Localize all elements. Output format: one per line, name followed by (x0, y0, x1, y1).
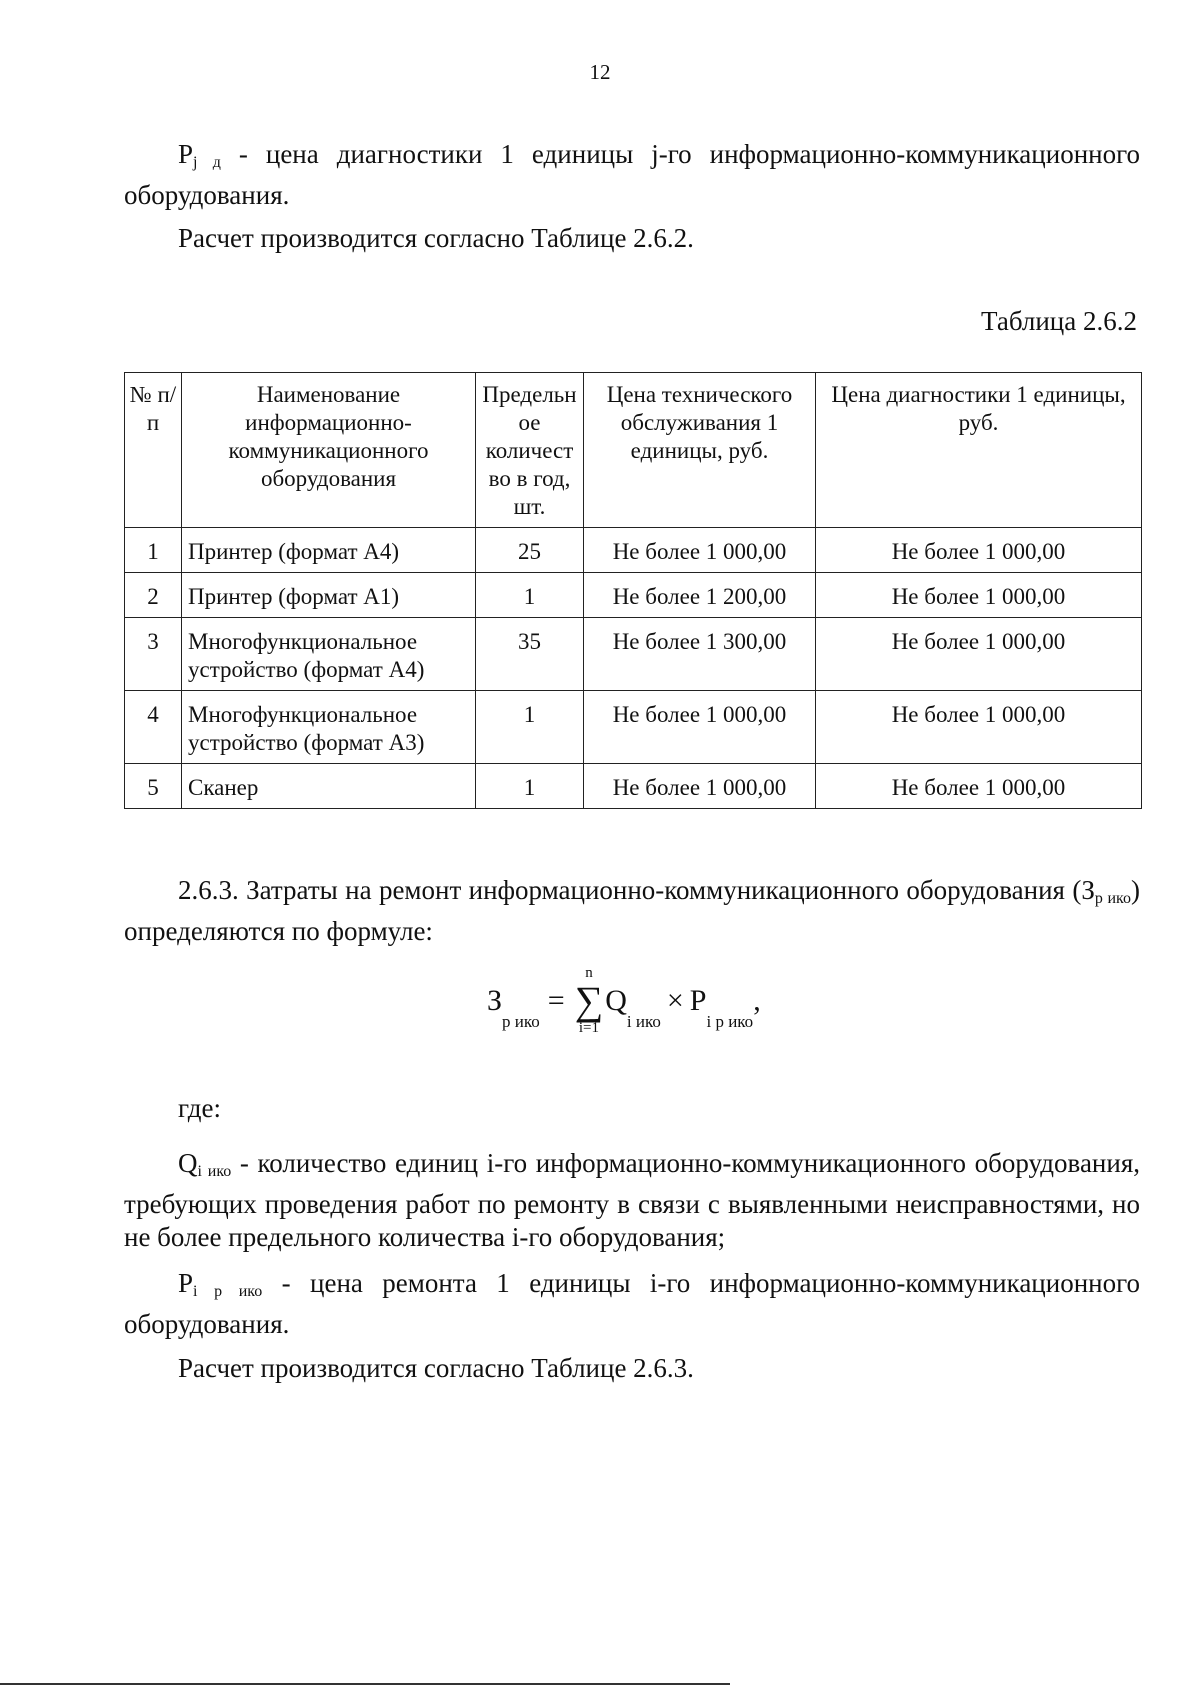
row-equipment: Сканер (182, 764, 476, 809)
table-caption: Таблица 2.6.2 (981, 306, 1137, 336)
symbol-q: Q (178, 1148, 198, 1178)
row-maintenance-price: Не более 1 000,00 (584, 528, 816, 573)
definition-q-text: - количество единиц i-го информационно-коммуникационного оборудования, требующих проведения работ по ремонту в связи с выявленными неисправностями, но не более предельного количества i-го оборудования; (124, 1148, 1140, 1252)
row-equipment: Многофункциональное устройство (формат А3) (182, 691, 476, 764)
table-row (125, 691, 1142, 764)
table-row (125, 528, 1142, 573)
definition-text: - цена диагностики 1 единицы j-го информационно-коммуникационного оборудования. (124, 139, 1140, 210)
row-number: 3 (125, 618, 182, 691)
formula-q-subscript: i ико (626, 1012, 661, 1031)
row-quantity: 35 (476, 618, 584, 691)
row-quantity: 1 (476, 573, 584, 618)
row-maintenance-price: Не более 1 200,00 (584, 573, 816, 618)
bottom-divider (0, 1683, 730, 1685)
table-row (125, 573, 1142, 618)
section-text-a: 2.6.3. Затраты на ремонт информационно-коммуникационного оборудования (З (178, 875, 1095, 905)
table-row (125, 764, 1142, 809)
row-diagnostics-price: Не более 1 000,00 (816, 691, 1142, 764)
section-text-b: ) определяются по формуле: (124, 875, 1140, 946)
repair-cost-formula (487, 966, 761, 1036)
row-quantity: 1 (476, 764, 584, 809)
symbol-p-subscript: i р ико (193, 1283, 263, 1300)
row-diagnostics-price: Не более 1 000,00 (816, 764, 1142, 809)
definition-q (124, 1147, 1140, 1254)
formula-p: P (689, 984, 707, 1017)
formula-q: Q (605, 984, 627, 1017)
row-quantity: 1 (476, 691, 584, 764)
symbol-p-repair: P (178, 1268, 194, 1298)
formula-p-subscript: i р ико (706, 1012, 754, 1031)
formula-lhs-subscript: р ико (502, 1012, 540, 1031)
definition-p-text: - цена ремонта 1 единицы i-го информационно-коммуникационного оборудования. (124, 1268, 1141, 1339)
calc-reference-paragraph-last: Расчет производится согласно Таблице 2.6.3. (178, 1353, 694, 1383)
row-diagnostics-price: Не более 1 000,00 (816, 573, 1142, 618)
formula-tail: , (753, 984, 761, 1017)
row-maintenance-price: Не более 1 300,00 (584, 618, 816, 691)
row-equipment: Принтер (формат А4) (182, 528, 476, 573)
formula-equals: = (547, 984, 565, 1017)
row-equipment: Многофункциональное устройство (формат А4) (182, 618, 476, 691)
row-number: 2 (125, 573, 182, 618)
table-row (125, 618, 1142, 691)
where-label: где: (178, 1093, 221, 1123)
summation (575, 966, 604, 1036)
sum-lower-limit: i=1 (578, 1020, 600, 1036)
sum-symbol: ∑ (574, 978, 604, 1023)
header-limit-quantity: Предельн ое количест во в год, шт. (476, 373, 584, 528)
row-equipment: Принтер (формат А1) (182, 573, 476, 618)
definition-p (124, 1267, 1140, 1341)
symbol-q-subscript: i ико (197, 1163, 232, 1180)
row-number: 5 (125, 764, 182, 809)
symbol-p: P (178, 139, 194, 169)
equipment-table (124, 372, 1142, 809)
section-subscript: р ико (1094, 890, 1131, 907)
row-diagnostics-price: Не более 1 000,00 (816, 528, 1142, 573)
page-number: 12 (589, 60, 611, 84)
header-diagnostics-price: Цена диагностики 1 единицы, руб. (816, 373, 1142, 528)
row-diagnostics-price: Не более 1 000,00 (816, 618, 1142, 691)
formula-times: × (666, 984, 684, 1017)
sum-upper-limit: n (585, 965, 593, 981)
header-number: № п/п (125, 373, 182, 528)
section-2-6-3-paragraph (124, 874, 1140, 948)
formula-lhs: З (487, 984, 503, 1017)
calc-reference-paragraph: Расчет производится согласно Таблице 2.6.2. (178, 223, 694, 253)
row-maintenance-price: Не более 1 000,00 (584, 691, 816, 764)
symbol-subscript: j д (193, 154, 221, 171)
row-number: 4 (125, 691, 182, 764)
row-number: 1 (125, 528, 182, 573)
header-equipment-name: Наименование информационно-коммуникационного оборудования (182, 373, 476, 528)
table-header-row (125, 373, 1142, 528)
row-maintenance-price: Не более 1 000,00 (584, 764, 816, 809)
header-maintenance-price: Цена технического обслуживания 1 единицы, руб. (584, 373, 816, 528)
row-quantity: 25 (476, 528, 584, 573)
definition-price-diagnostics (124, 138, 1140, 212)
